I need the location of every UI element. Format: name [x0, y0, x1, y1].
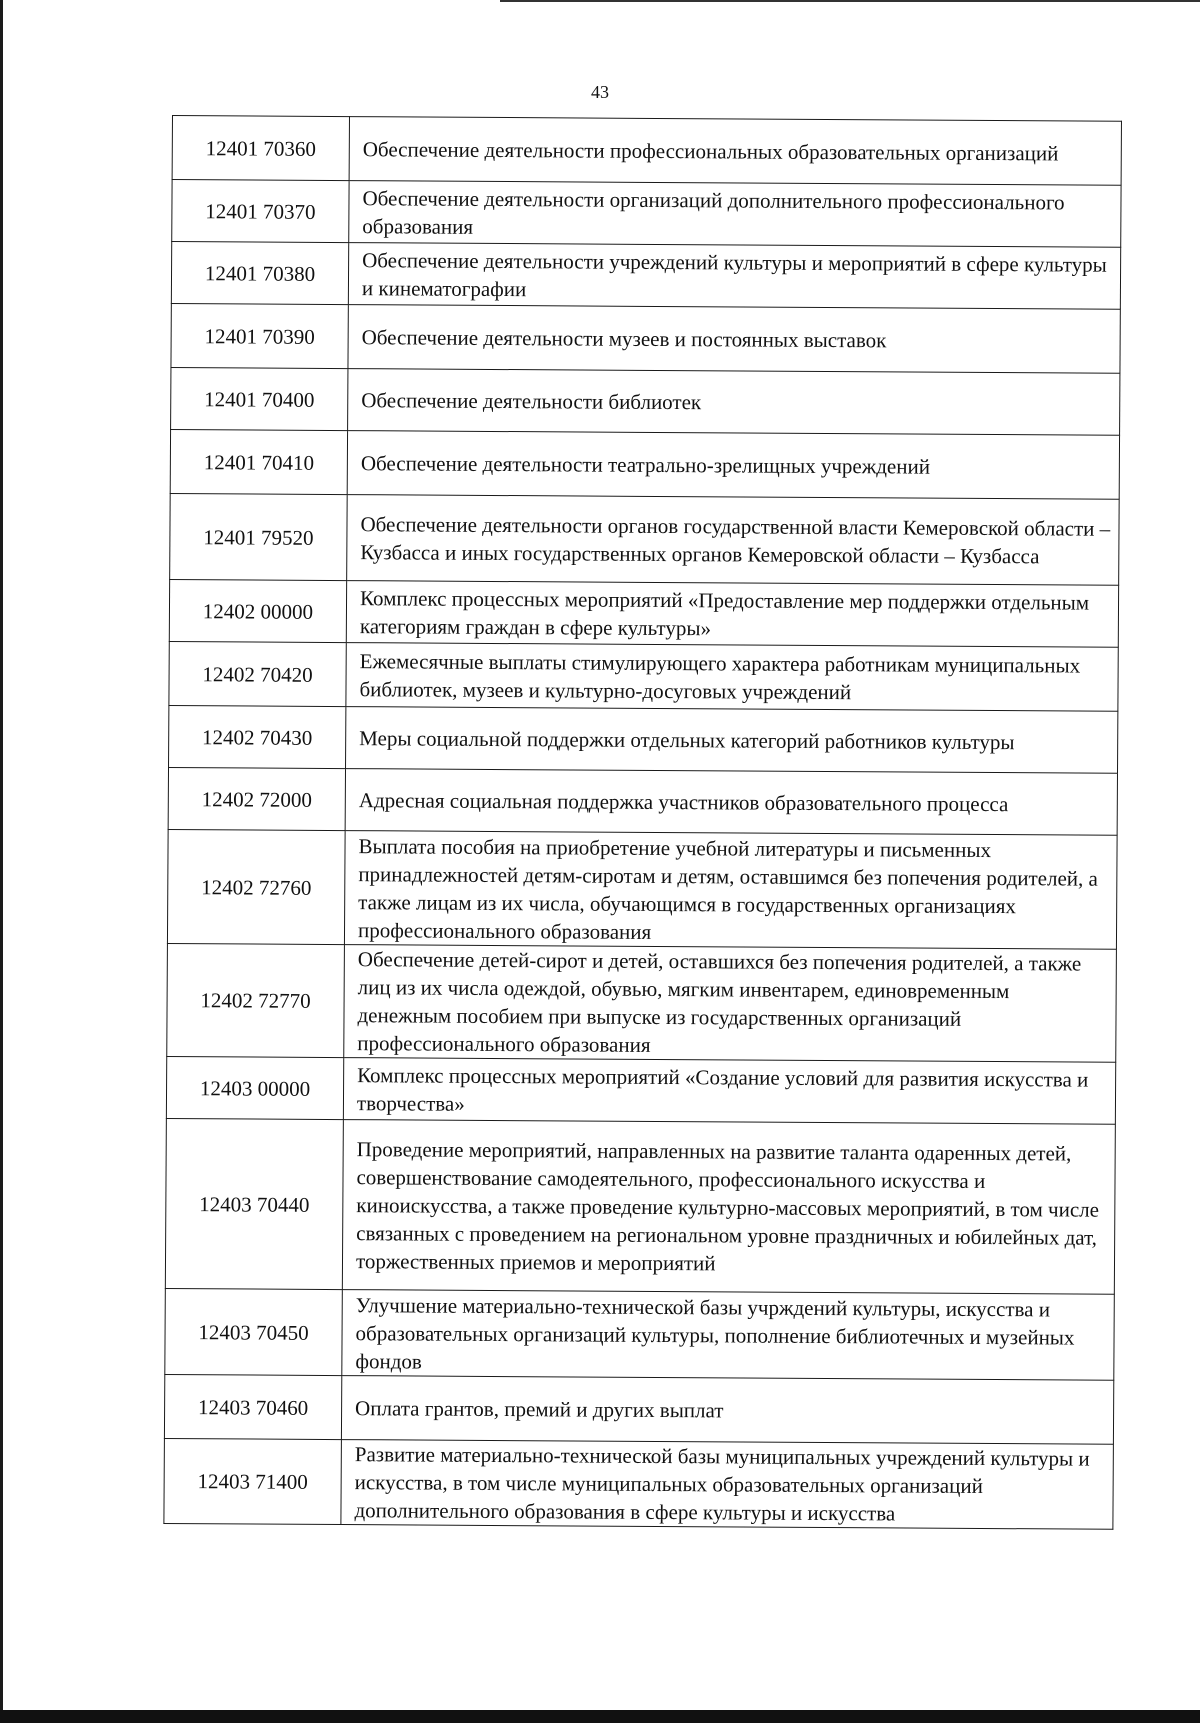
table-row: [171, 303, 1120, 373]
budget-code-table: [163, 115, 1122, 1530]
table-row: [165, 1118, 1115, 1294]
scan-edge-top: [500, 0, 1200, 2]
row-description: Выплата пособия на приобретение учебной литературы и письменных принадлежностей детям-сиротам и детям, оставшимся без попечения родителей, а также лицам из их числа, обучающимся в государственных организациях профессионального образования: [344, 831, 1117, 950]
table-row: [167, 829, 1117, 949]
row-code: 12403 71400: [164, 1438, 342, 1524]
scan-edge-bottom: [0, 1710, 1200, 1723]
table-row: [171, 367, 1120, 435]
row-description: Комплекс процессных мероприятий «Создание условий для развития искусства и творчества»: [343, 1058, 1115, 1125]
row-description: Обеспечение деятельности учреждений культуры и мероприятий в сфере культуры и кинематографии: [348, 243, 1120, 310]
table-row: [168, 767, 1117, 835]
scan-edge-left: [0, 0, 3, 1723]
row-code: 12401 70380: [171, 242, 348, 305]
page-number: 43: [591, 82, 609, 102]
table-row: [166, 1056, 1115, 1124]
row-code: 12402 72000: [168, 767, 345, 830]
table-row: [164, 1438, 1114, 1529]
row-code: 12402 70420: [169, 641, 346, 706]
row-description: Обеспечение детей-сирот и детей, оставшихся без попечения родителей, а также лиц из их числа одеждой, обувью, мягким инвентарем, единовременным денежным пособием при выпуске из государственных организаций профессионального образования: [344, 945, 1117, 1063]
row-code: 12401 70370: [172, 180, 349, 243]
row-description: Комплекс процессных мероприятий «Предоставление мер поддержки отдельным категориям граждан в сфере культуры»: [346, 581, 1118, 648]
row-code: 12402 00000: [169, 579, 346, 642]
table-row: [167, 943, 1117, 1062]
row-code: 12403 00000: [166, 1056, 343, 1119]
table-row: [172, 180, 1121, 248]
table-row: [169, 705, 1118, 773]
row-description: Обеспечение деятельности профессиональных образовательных организаций: [349, 117, 1121, 186]
row-code: 12403 70450: [165, 1288, 343, 1375]
row-code: 12402 72770: [167, 943, 345, 1057]
row-description: Обеспечение деятельности музеев и постоянных выставок: [348, 305, 1120, 374]
row-code: 12402 72760: [167, 829, 345, 944]
row-description: Оплата грантов, премий и других выплат: [341, 1376, 1113, 1445]
table-row: [169, 641, 1118, 711]
row-description: Обеспечение деятельности органов государственной власти Кемеровской области – Кузбасса и иных государственных органов Кемеровской области – Кузбасса: [347, 495, 1120, 586]
row-description: Развитие материально-технической базы муниципальных учреждений культуры и искусства, в том числе муниципальных образовательных организаций дополнительного образования в сфере культуры и искусства: [341, 1440, 1114, 1530]
table-row: [171, 242, 1120, 310]
row-code: 12401 70360: [172, 116, 349, 181]
row-code: 12401 70400: [171, 367, 348, 430]
row-code: 12401 70390: [171, 303, 348, 368]
table-row: [165, 1288, 1115, 1380]
table-row: [170, 429, 1119, 499]
row-description: Улучшение материально-технической базы учрждений культуры, искусства и образовательных организаций культуры, пополнение библиотечных и музейных фондов: [342, 1290, 1115, 1381]
row-description: Проведение мероприятий, направленных на развитие таланта одаренных детей, совершенствование самодеятельного, профессионального искусства и киноискусства, а также проведение культурно-массовых мероприятий, в том числе связанных с проведением на региональном уровне праздничных и юбилейных дат, торжественных приемов и мероприятий: [342, 1120, 1115, 1295]
row-description: Обеспечение деятельности библиотек: [348, 369, 1120, 436]
table-row: [169, 579, 1118, 647]
table-row: [164, 1374, 1113, 1444]
row-description: Обеспечение деятельности организаций дополнительного профессионального образования: [349, 181, 1121, 248]
row-code: 12401 79520: [170, 493, 348, 580]
row-code: 12403 70440: [165, 1118, 343, 1289]
row-description: Меры социальной поддержки отдельных категорий работников культуры: [346, 707, 1118, 774]
row-description: Адресная социальная поддержка участников образовательного процесса: [345, 769, 1117, 836]
row-code: 12403 70460: [164, 1374, 341, 1439]
table-row: [170, 493, 1120, 585]
row-code: 12402 70430: [169, 705, 346, 768]
row-description: Ежемесячные выплаты стимулирующего характера работникам муниципальных библиотек, музеев и культурно-досуговых учреждений: [346, 643, 1118, 712]
row-description: Обеспечение деятельности театрально-зрелищных учреждений: [347, 431, 1119, 500]
row-code: 12401 70410: [170, 429, 347, 494]
table-row: [172, 116, 1121, 186]
